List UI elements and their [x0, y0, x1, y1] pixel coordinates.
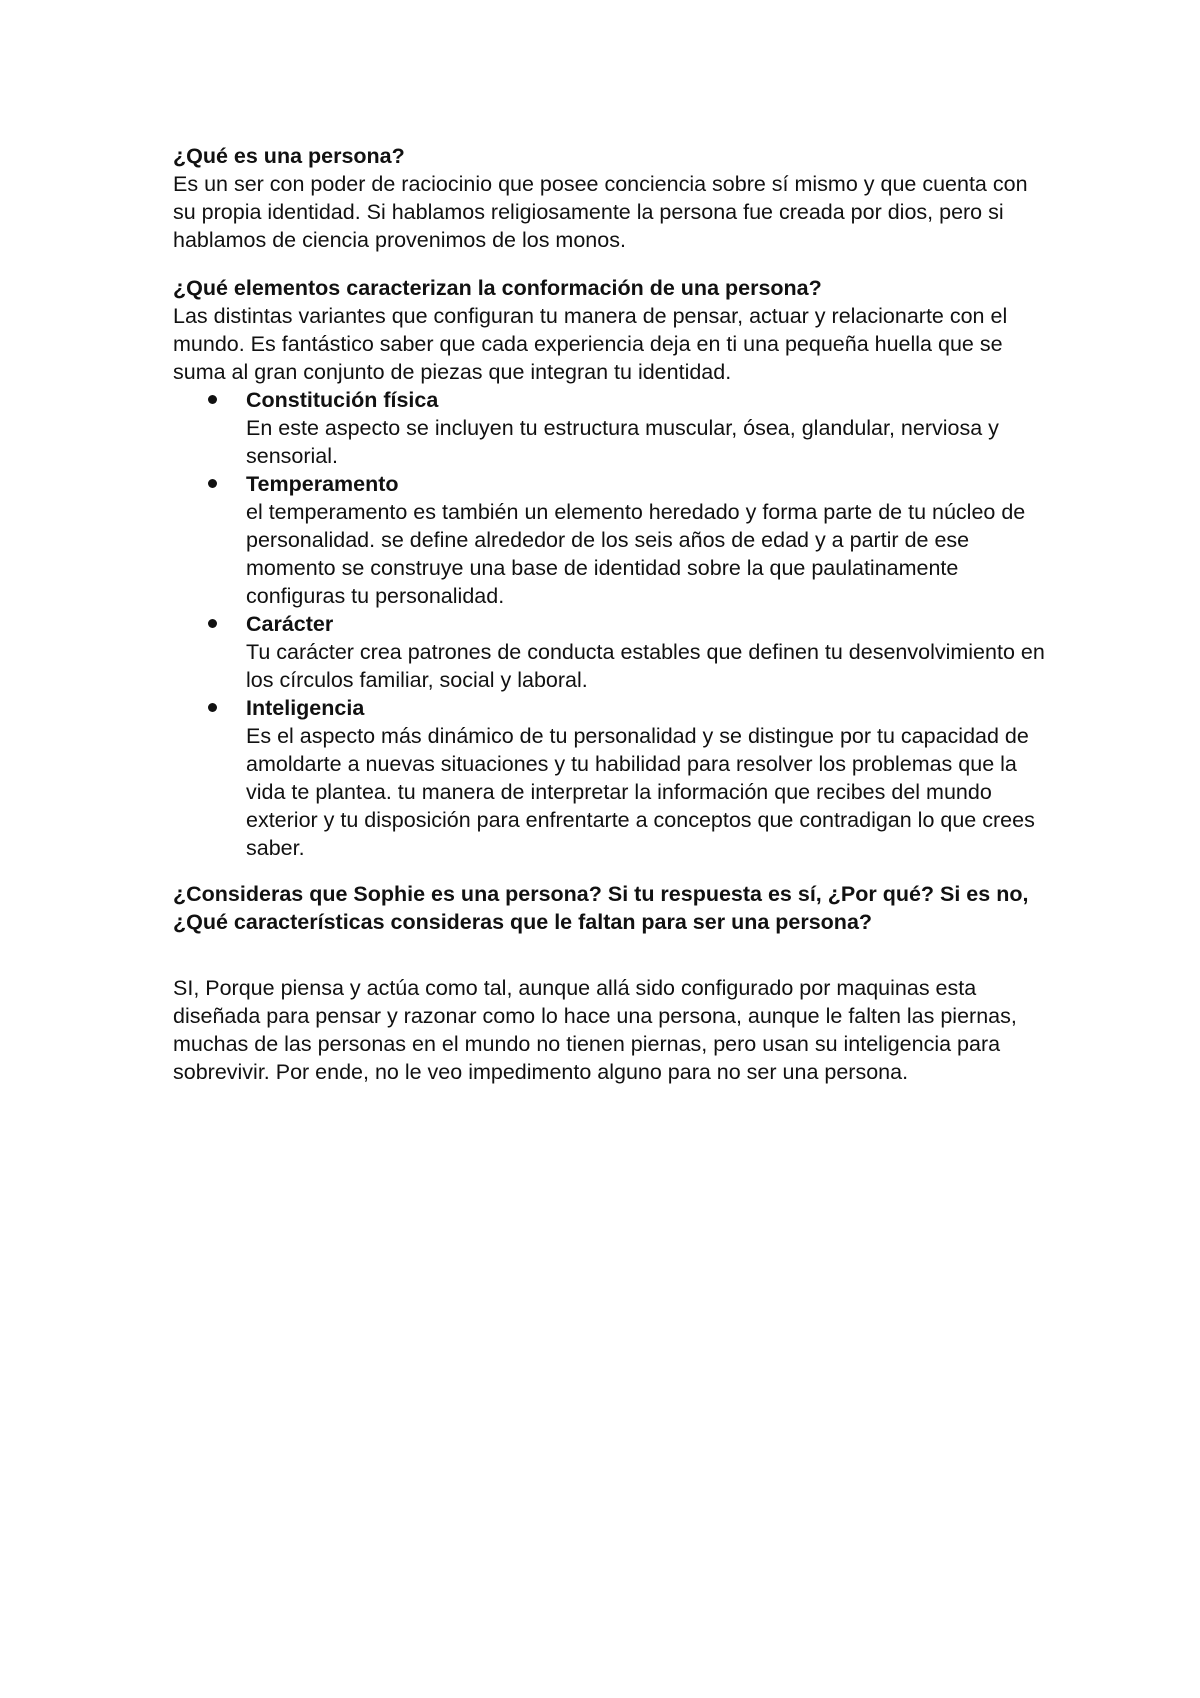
list-item-description: Tu carácter crea patrones de conducta estables que definen tu desenvolvimiento en los círculos familiar, social y laboral.: [246, 640, 1045, 692]
bullet-icon: [208, 703, 217, 712]
list-item-term: Carácter: [246, 612, 334, 636]
paragraph-spacer: [173, 254, 1053, 274]
list-item-term: Temperamento: [246, 472, 399, 496]
answer-what-is-person: Es un ser con poder de raciocinio que posee conciencia sobre sí mismo y que cuenta con su propia identidad. Si hablamos religiosamente la persona fue creada por dios, pero si hablamos de ciencia provenimos de los monos.: [173, 172, 1028, 252]
question-person-elements: ¿Qué elementos caracterizan la conformación de una persona?: [173, 276, 822, 300]
list-item: [246, 470, 1053, 610]
question-sophie: ¿Consideras que Sophie es una persona? Si tu respuesta es sí, ¿Por qué? Si es no, ¿Qué características consideras que le faltan para ser una persona?: [173, 882, 1029, 934]
paragraph-spacer: [173, 862, 1053, 880]
list-item-term: Constitución física: [246, 388, 439, 412]
list-item: [246, 610, 1053, 694]
document-content: [173, 142, 1053, 1086]
list-item-description: el temperamento es también un elemento heredado y forma parte de tu núcleo de personalidad. se define alrededor de los seis años de edad y a partir de ese momento se construye una base de identidad sobre la que paulatinamente configuras tu personalidad.: [246, 500, 1026, 608]
paragraph-spacer: [173, 936, 1053, 974]
list-item-term: Inteligencia: [246, 696, 365, 720]
bullet-icon: [208, 479, 217, 488]
bullet-icon: [208, 395, 217, 404]
elements-list: [173, 386, 1053, 862]
list-item-description: Es el aspecto más dinámico de tu personalidad y se distingue por tu capacidad de amoldarte a nuevas situaciones y tu habilidad para resolver los problemas que la vida te plantea. tu manera de interpretar la información que recibes del mundo exterior y tu disposición para enfrentarte a conceptos que contradigan lo que crees saber.: [246, 724, 1035, 860]
question-what-is-person: ¿Qué es una persona?: [173, 144, 405, 168]
list-item: [246, 694, 1053, 862]
answer-sophie: SI, Porque piensa y actúa como tal, aunque allá sido configurado por maquinas esta diseñada para pensar y razonar como lo hace una persona, aunque le falten las piernas, muchas de las personas en el mundo no tienen piernas, pero usan su inteligencia para sobrevivir. Por ende, no le veo impedimento alguno para no ser una persona.: [173, 976, 1017, 1084]
list-item-description: En este aspecto se incluyen tu estructura muscular, ósea, glandular, nerviosa y sensorial.: [246, 416, 999, 468]
bullet-icon: [208, 619, 217, 628]
intro-person-elements: Las distintas variantes que configuran tu manera de pensar, actuar y relacionarte con el mundo. Es fantástico saber que cada experiencia deja en ti una pequeña huella que se suma al gran conjunto de piezas que integran tu identidad.: [173, 304, 1008, 384]
list-item: [246, 386, 1053, 470]
